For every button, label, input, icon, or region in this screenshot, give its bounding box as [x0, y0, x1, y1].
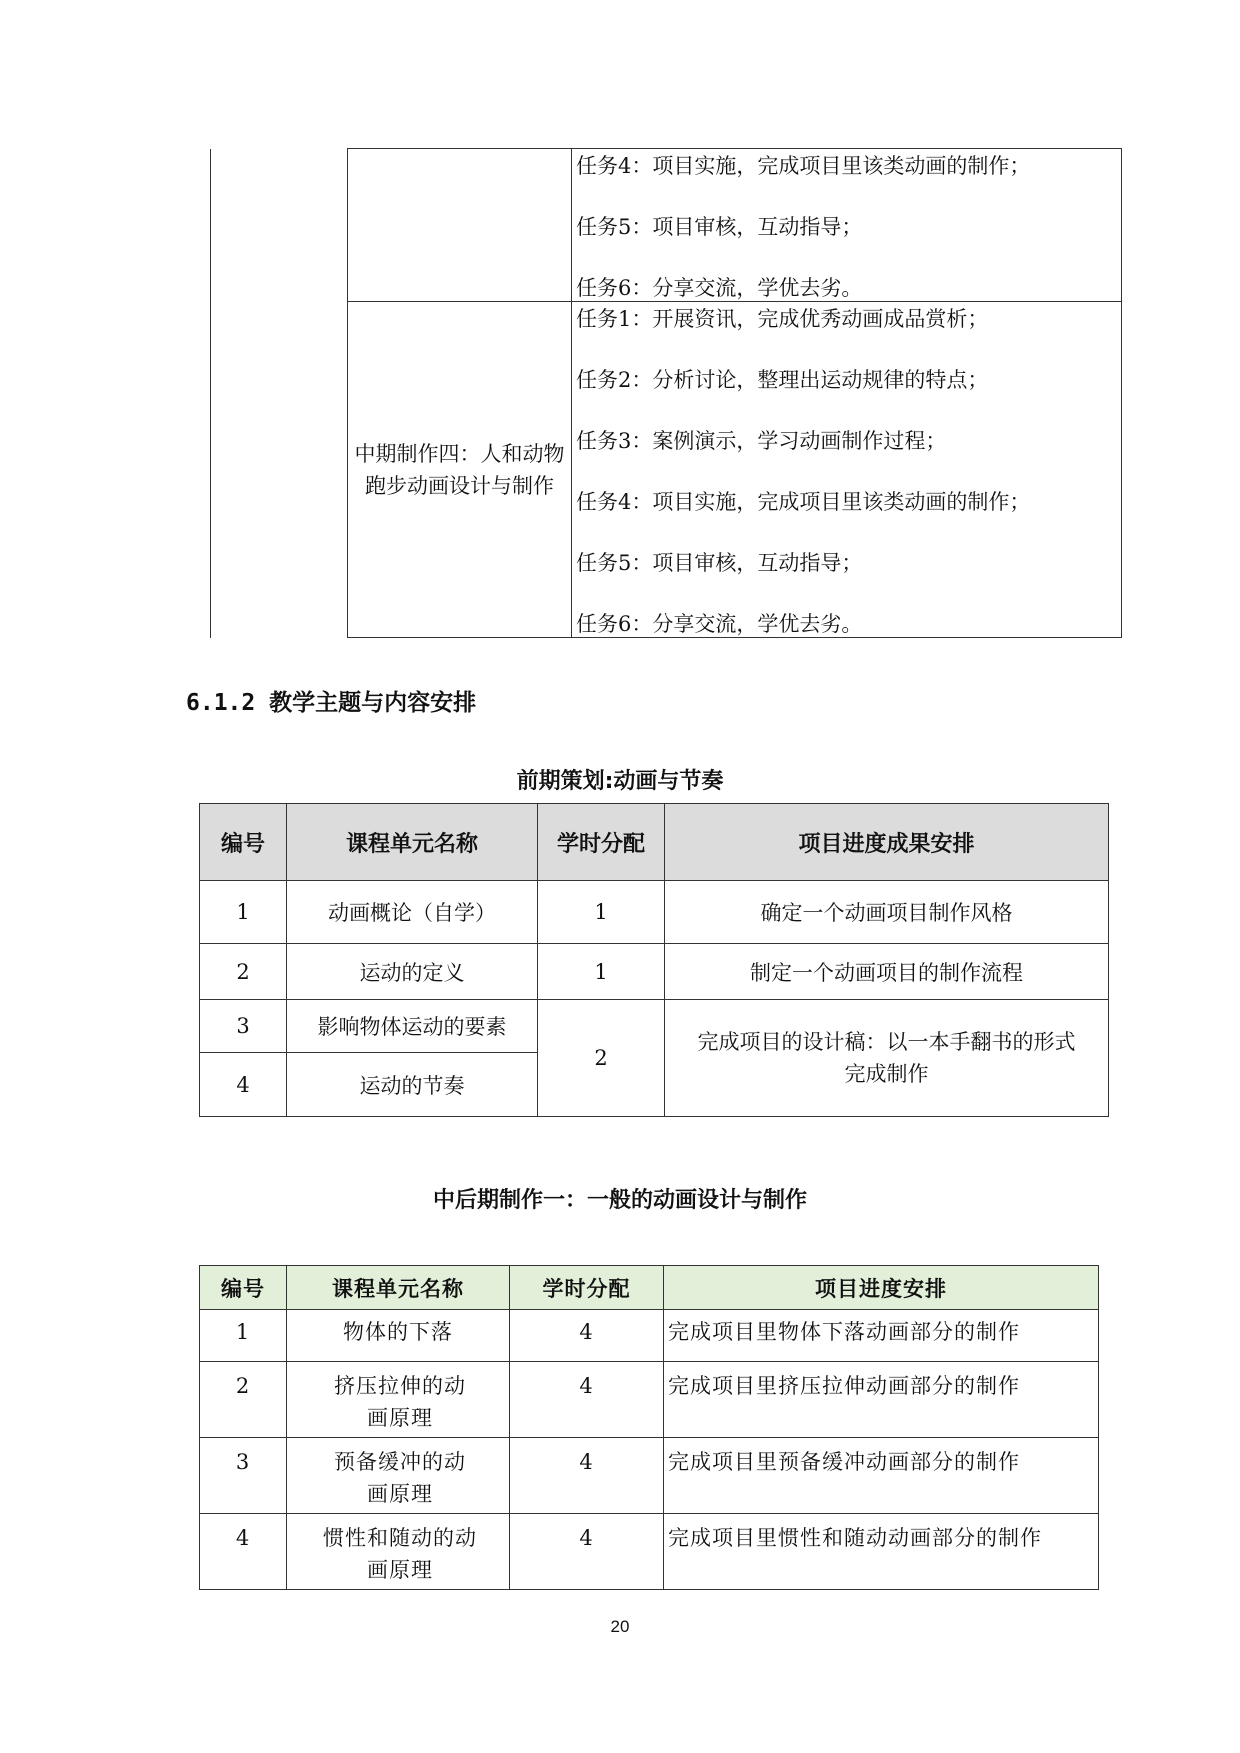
- cell-hours: 1: [538, 881, 665, 944]
- header-cell: 编号: [200, 804, 287, 881]
- table-caption: 中后期制作一：一般的动画设计与制作: [432, 1188, 807, 1213]
- task-item: 任务4：项目实施，完成项目里该类动画的制作；: [576, 154, 1031, 178]
- task-table: [210, 148, 1122, 638]
- cell-hours: 4: [510, 1514, 664, 1590]
- header-cell: 课程单元名称: [287, 1266, 510, 1310]
- table-row: [200, 1362, 1099, 1438]
- task-item: 任务4：项目实施，完成项目里该类动画的制作；: [576, 490, 1031, 514]
- task-item: 任务5：项目审核，互动指导；: [576, 551, 863, 575]
- table-caption: 前期策划:动画与节奏: [516, 769, 724, 794]
- schedule-table-planning: [199, 803, 1109, 1117]
- cell-no: 3: [200, 1438, 287, 1514]
- section-heading: 6.1.2 教学主题与内容安排: [186, 690, 477, 716]
- cell-hours: 1: [538, 944, 665, 1000]
- header-cell: 项目进度安排: [664, 1266, 1099, 1310]
- cell-plan: 完成项目里惯性和随动动画部分的制作: [664, 1514, 1099, 1590]
- cell-plan: 制定一个动画项目的制作流程: [665, 944, 1109, 1000]
- table-header-row: [200, 1266, 1099, 1310]
- table-header-row: [200, 804, 1109, 881]
- table-row: [200, 1000, 1109, 1053]
- cell-hours: 4: [510, 1362, 664, 1438]
- cell-hours: 4: [510, 1438, 664, 1514]
- cell-no: 3: [200, 1000, 287, 1053]
- cell-no: 2: [200, 944, 287, 1000]
- cell-name: 物体的下落: [287, 1310, 510, 1362]
- table-row: [200, 1514, 1099, 1590]
- cell-hours: 2: [538, 1000, 665, 1117]
- cell-no: 4: [200, 1514, 287, 1590]
- cell-plan: 完成项目里物体下落动画部分的制作: [664, 1310, 1099, 1362]
- task-item: 任务5：项目审核，互动指导；: [576, 215, 863, 239]
- table-row: [200, 944, 1109, 1000]
- task-item: 任务6：分享交流，学优去劣。: [576, 276, 863, 300]
- page-number: 20: [610, 1617, 630, 1636]
- table-cell: [211, 149, 348, 638]
- cell-no: 2: [200, 1362, 287, 1438]
- cell-name: 运动的节奏: [287, 1053, 538, 1117]
- cell-name: 影响物体运动的要素: [287, 1000, 538, 1053]
- table-row: [211, 302, 1122, 638]
- header-cell: 课程单元名称: [287, 804, 538, 881]
- table-row: [200, 1310, 1099, 1362]
- task-item: 任务3：案例演示，学习动画制作过程；: [576, 429, 947, 453]
- cell-plan: 完成项目里预备缓冲动画部分的制作: [664, 1438, 1099, 1514]
- task-item: 任务2：分析讨论，整理出运动规律的特点；: [576, 368, 989, 392]
- cell-name: 惯性和随动的动画原理: [287, 1514, 510, 1590]
- cell-hours: 4: [510, 1310, 664, 1362]
- header-cell: 学时分配: [510, 1266, 664, 1310]
- cell-name: 预备缓冲的动画原理: [287, 1438, 510, 1514]
- cell-plan: 完成项目里挤压拉伸动画部分的制作: [664, 1362, 1099, 1438]
- task-list: [572, 149, 1122, 302]
- task-item: 任务1：开展资讯，完成优秀动画成品赏析；: [576, 307, 989, 331]
- header-cell: 编号: [200, 1266, 287, 1310]
- cell-name: 动画概论（自学）: [287, 881, 538, 944]
- table-cell: [348, 149, 572, 302]
- task-item: 任务6：分享交流，学优去劣。: [576, 612, 863, 636]
- header-cell: 学时分配: [538, 804, 665, 881]
- cell-plan: 确定一个动画项目制作风格: [665, 881, 1109, 944]
- task-list: [572, 302, 1122, 638]
- cell-name: 运动的定义: [287, 944, 538, 1000]
- table-row: [200, 1438, 1099, 1514]
- cell-no: 1: [200, 881, 287, 944]
- cell-no: 4: [200, 1053, 287, 1117]
- table-row: [200, 881, 1109, 944]
- schedule-table-production: [199, 1265, 1099, 1590]
- cell-no: 1: [200, 1310, 287, 1362]
- cell-name: 挤压拉伸的动画原理: [287, 1362, 510, 1438]
- cell-plan: 完成项目的设计稿：以一本手翻书的形式完成制作: [665, 1000, 1109, 1117]
- table-row: [211, 149, 1122, 302]
- unit-name: 中期制作四：人和动物跑步动画设计与制作: [348, 302, 572, 638]
- header-cell: 项目进度成果安排: [665, 804, 1109, 881]
